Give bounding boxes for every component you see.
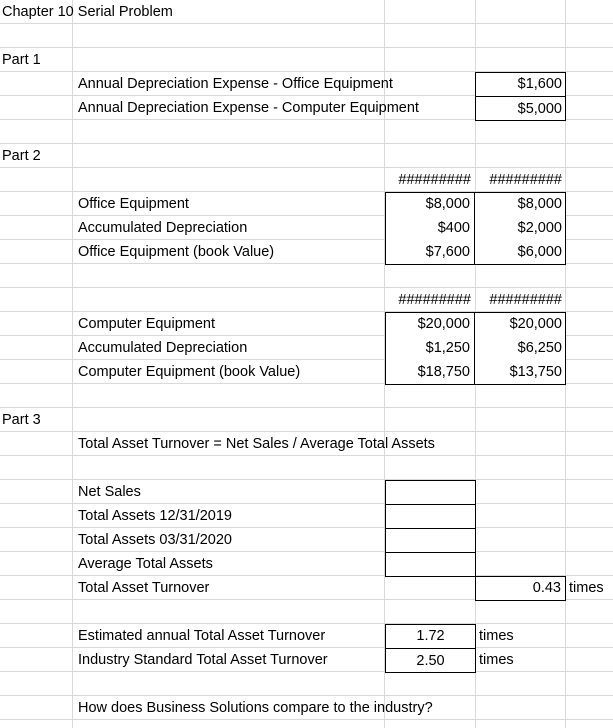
office-row-label: Office Equipment (78, 196, 189, 212)
turnover-unit: times (569, 580, 604, 596)
estimate-label: Industry Standard Total Asset Turnover (78, 652, 328, 668)
estimate-unit: times (479, 628, 514, 644)
input-row-label: Net Sales (78, 484, 141, 500)
part1-label: Part 1 (2, 52, 41, 68)
part1-row-label: Annual Depreciation Expense - Computer Equipment (78, 100, 419, 116)
part3-label: Part 3 (2, 412, 41, 428)
computer-header-2[interactable]: ######### (489, 292, 562, 308)
net-sales-input[interactable] (385, 480, 476, 505)
total-assets-2020-input[interactable] (385, 528, 476, 553)
estimate-value[interactable]: 2.50 (385, 648, 476, 672)
part2-label: Part 2 (2, 148, 41, 164)
estimate-unit: times (479, 652, 514, 668)
office-header-1[interactable]: ######### (398, 172, 471, 188)
estimate-value[interactable]: 1.72 (416, 628, 445, 644)
office-cell[interactable]: $7,600 (385, 240, 475, 264)
part1-value-cell[interactable]: $1,600 (517, 76, 562, 92)
office-cell[interactable]: $2,000 (517, 220, 562, 236)
question-text: How does Business Solutions compare to the industry? (78, 700, 433, 716)
estimate-label: Estimated annual Total Asset Turnover (78, 628, 326, 644)
part1-value-cell[interactable]: $5,000 (475, 96, 566, 120)
computer-row-label: Accumulated Depreciation (78, 340, 248, 356)
computer-row-label: Computer Equipment (book Value) (78, 364, 301, 380)
part1-row-label: Annual Depreciation Expense - Office Equipment (78, 76, 393, 92)
computer-cell[interactable]: $20,000 (385, 312, 475, 336)
office-row-label: Accumulated Depreciation (78, 220, 248, 236)
average-total-assets-input[interactable] (385, 552, 476, 577)
office-cell[interactable]: $6,000 (517, 244, 562, 260)
office-cell[interactable]: $8,000 (385, 192, 475, 216)
turnover-value[interactable]: 0.43 (475, 576, 566, 601)
computer-row-label: Computer Equipment (78, 316, 216, 332)
computer-cell[interactable]: $18,750 (385, 360, 475, 384)
input-row-label: Total Assets 03/31/2020 (78, 532, 232, 548)
sheet-title: Chapter 10 Serial Problem (2, 4, 173, 20)
office-header-2[interactable]: ######### (489, 172, 562, 188)
formula-text: Total Asset Turnover = Net Sales / Average Total Assets (78, 436, 435, 452)
input-row-label: Total Assets 12/31/2019 (78, 508, 232, 524)
computer-cell[interactable]: $6,250 (517, 340, 562, 356)
office-row-label: Office Equipment (book Value) (78, 244, 275, 260)
total-assets-2019-input[interactable] (385, 504, 476, 529)
office-cell[interactable]: $400 (385, 216, 475, 240)
turnover-label: Total Asset Turnover (78, 580, 210, 596)
computer-cell[interactable]: $20,000 (509, 316, 562, 332)
computer-cell[interactable]: $13,750 (509, 364, 562, 380)
input-row-label: Average Total Assets (78, 556, 213, 572)
computer-cell[interactable]: $1,250 (385, 336, 475, 360)
computer-header-1[interactable]: ######### (398, 292, 471, 308)
office-cell[interactable]: $8,000 (517, 196, 562, 212)
